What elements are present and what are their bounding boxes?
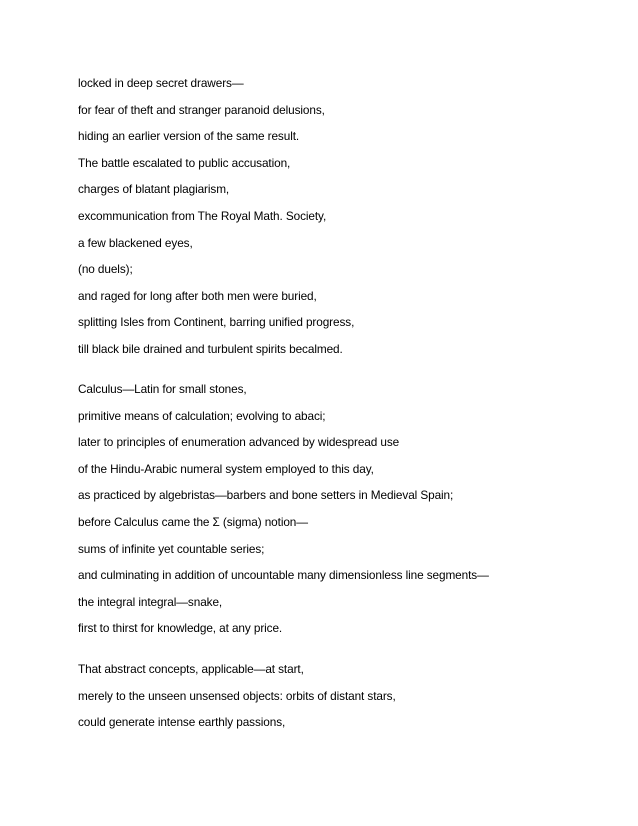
text-line: later to principles of enumeration advanced by widespread use bbox=[78, 435, 400, 450]
text-line: merely to the unseen unsensed objects: orbits of distant stars, bbox=[78, 688, 396, 703]
stanza-1 bbox=[78, 76, 354, 369]
stanza-3 bbox=[78, 662, 396, 742]
text-line: locked in deep secret drawers— bbox=[78, 76, 244, 90]
text-line: the integral integral—snake, bbox=[78, 594, 223, 609]
text-line: could generate intense earthly passions, bbox=[78, 715, 286, 730]
text-line: excommunication from The Royal Math. Society, bbox=[78, 208, 327, 223]
text-line: The battle escalated to public accusation, bbox=[78, 155, 291, 170]
text-line: splitting Isles from Continent, barring unified progress, bbox=[78, 315, 355, 330]
text-line: first to thirst for knowledge, at any price. bbox=[78, 621, 283, 636]
text-line: before Calculus came the Σ (sigma) notion— bbox=[78, 514, 308, 529]
text-line: and raged for long after both men were buried, bbox=[78, 288, 317, 303]
text-line: primitive means of calculation; evolving to abaci; bbox=[78, 408, 326, 423]
text-line: as practiced by algebristas—barbers and bone setters in Medieval Spain; bbox=[78, 488, 454, 503]
text-line: That abstract concepts, applicable—at start, bbox=[78, 662, 304, 676]
text-line: Calculus—Latin for small stones, bbox=[78, 382, 247, 396]
text-line: (no duels); bbox=[78, 262, 133, 277]
text-line: sums of infinite yet countable series; bbox=[78, 541, 265, 556]
text-line: a few blackened eyes, bbox=[78, 235, 193, 250]
text-line: and culminating in addition of uncountable many dimensionless line segments— bbox=[78, 568, 489, 583]
text-line: hiding an earlier version of the same result. bbox=[78, 129, 300, 144]
text-line: charges of blatant plagiarism, bbox=[78, 182, 230, 197]
stanza-2 bbox=[78, 382, 489, 648]
text-line: till black bile drained and turbulent spirits becalmed. bbox=[78, 341, 343, 356]
text-line: for fear of theft and stranger paranoid delusions, bbox=[78, 102, 325, 117]
text-line: of the Hindu-Arabic numeral system employed to this day, bbox=[78, 461, 374, 476]
